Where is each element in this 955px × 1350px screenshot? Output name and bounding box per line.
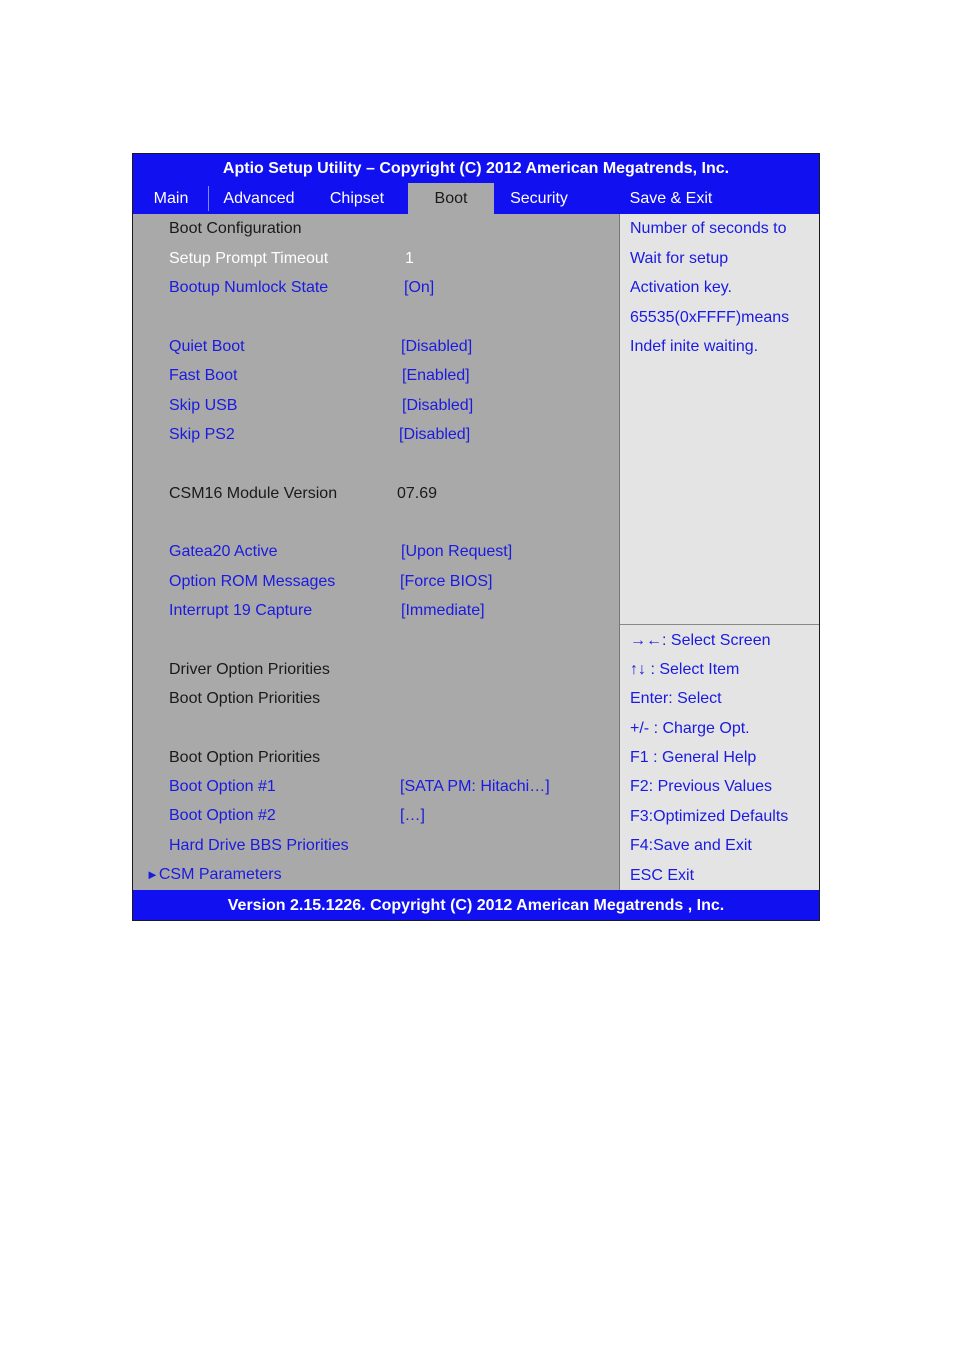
tab-security[interactable]: Security	[510, 190, 568, 207]
key-help-f4: F4:Save and Exit	[630, 837, 752, 854]
key-help-f3: F3:Optimized Defaults	[630, 808, 789, 825]
tab-advanced[interactable]: Advanced	[223, 190, 295, 207]
driver-option-priorities-heading: Driver Option Priorities	[169, 661, 330, 678]
menu-separator	[208, 186, 209, 211]
fast-boot-value[interactable]: [Enabled]	[402, 367, 470, 384]
boot-option-priorities-subheading: Boot Option Priorities	[169, 749, 321, 766]
option-rom-messages-value[interactable]: [Force BIOS]	[400, 573, 493, 590]
key-help-select-screen: →←: Select Screen	[630, 632, 771, 649]
footer-bar	[133, 890, 819, 920]
hard-drive-bbs-priorities-link[interactable]: Hard Drive BBS Priorities	[169, 837, 349, 854]
help-divider	[620, 624, 819, 625]
help-line: Number of seconds to	[630, 220, 787, 237]
gatea20-active-value[interactable]: [Upon Request]	[401, 543, 513, 560]
option-rom-messages-label[interactable]: Option ROM Messages	[169, 573, 336, 590]
tab-chipset[interactable]: Chipset	[329, 190, 385, 207]
help-line: Activation key.	[630, 279, 732, 296]
menu-bar	[133, 183, 819, 214]
skip-usb-value[interactable]: [Disabled]	[402, 397, 474, 414]
boot-option-1-label[interactable]: Boot Option #1	[169, 778, 276, 795]
setup-prompt-timeout-label[interactable]: Setup Prompt Timeout	[169, 250, 329, 267]
boot-option-2-label[interactable]: Boot Option #2	[169, 807, 276, 824]
version-footer: Version 2.15.1226. Copyright (C) 2012 American Megatrends , Inc.	[227, 897, 725, 914]
bootup-numlock-state-label[interactable]: Bootup Numlock State	[169, 279, 329, 296]
csm-parameters-link[interactable]	[146, 865, 282, 885]
skip-ps2-value[interactable]: [Disabled]	[399, 426, 471, 443]
setup-prompt-timeout-value[interactable]: 1	[405, 250, 414, 267]
skip-ps2-label[interactable]: Skip PS2	[169, 426, 235, 443]
boot-option-2-value[interactable]: […]	[400, 807, 425, 824]
help-line: 65535(0xFFFF)means	[630, 309, 790, 326]
tab-save-exit[interactable]: Save & Exit	[629, 190, 713, 207]
quiet-boot-value[interactable]: [Disabled]	[401, 338, 473, 355]
tab-main[interactable]: Main	[153, 190, 189, 207]
csm16-module-version-value: 07.69	[397, 485, 438, 502]
boot-option-priorities-heading: Boot Option Priorities	[169, 690, 321, 707]
key-help-f2: F2: Previous Values	[630, 778, 772, 795]
key-help-enter: Enter: Select	[630, 690, 722, 707]
interrupt-19-capture-value[interactable]: [Immediate]	[401, 602, 485, 619]
skip-usb-label[interactable]: Skip USB	[169, 397, 238, 414]
window-title: Aptio Setup Utility – Copyright (C) 2012 American Megatrends, Inc.	[222, 160, 730, 177]
bootup-numlock-state-value[interactable]: [On]	[404, 279, 435, 296]
help-panel	[619, 214, 819, 890]
bios-setup-window	[132, 153, 820, 921]
tab-boot[interactable]: Boot	[408, 183, 494, 214]
key-help-select-item: ↑↓ : Select Item	[630, 661, 740, 678]
key-help-change-opt: +/- : Charge Opt.	[630, 720, 750, 737]
quiet-boot-label[interactable]: Quiet Boot	[169, 338, 245, 355]
settings-panel	[133, 214, 619, 890]
interrupt-19-capture-label[interactable]: Interrupt 19 Capture	[169, 602, 313, 619]
boot-option-1-value[interactable]: [SATA PM: Hitachi…]	[400, 778, 550, 795]
help-line: Indef inite waiting.	[630, 338, 759, 355]
csm16-module-version-label: CSM16 Module Version	[169, 485, 338, 502]
key-help-f1: F1 : General Help	[630, 749, 757, 766]
key-help-esc: ESC Exit	[630, 867, 695, 884]
submenu-arrow-icon: ►	[146, 867, 159, 882]
gatea20-active-label[interactable]: Gatea20 Active	[169, 543, 278, 560]
help-line: Wait for setup	[630, 250, 729, 267]
boot-configuration-heading: Boot Configuration	[169, 220, 302, 237]
title-bar	[133, 154, 819, 183]
fast-boot-label[interactable]: Fast Boot	[169, 367, 238, 384]
csm-parameters-label: CSM Parameters	[158, 866, 282, 883]
